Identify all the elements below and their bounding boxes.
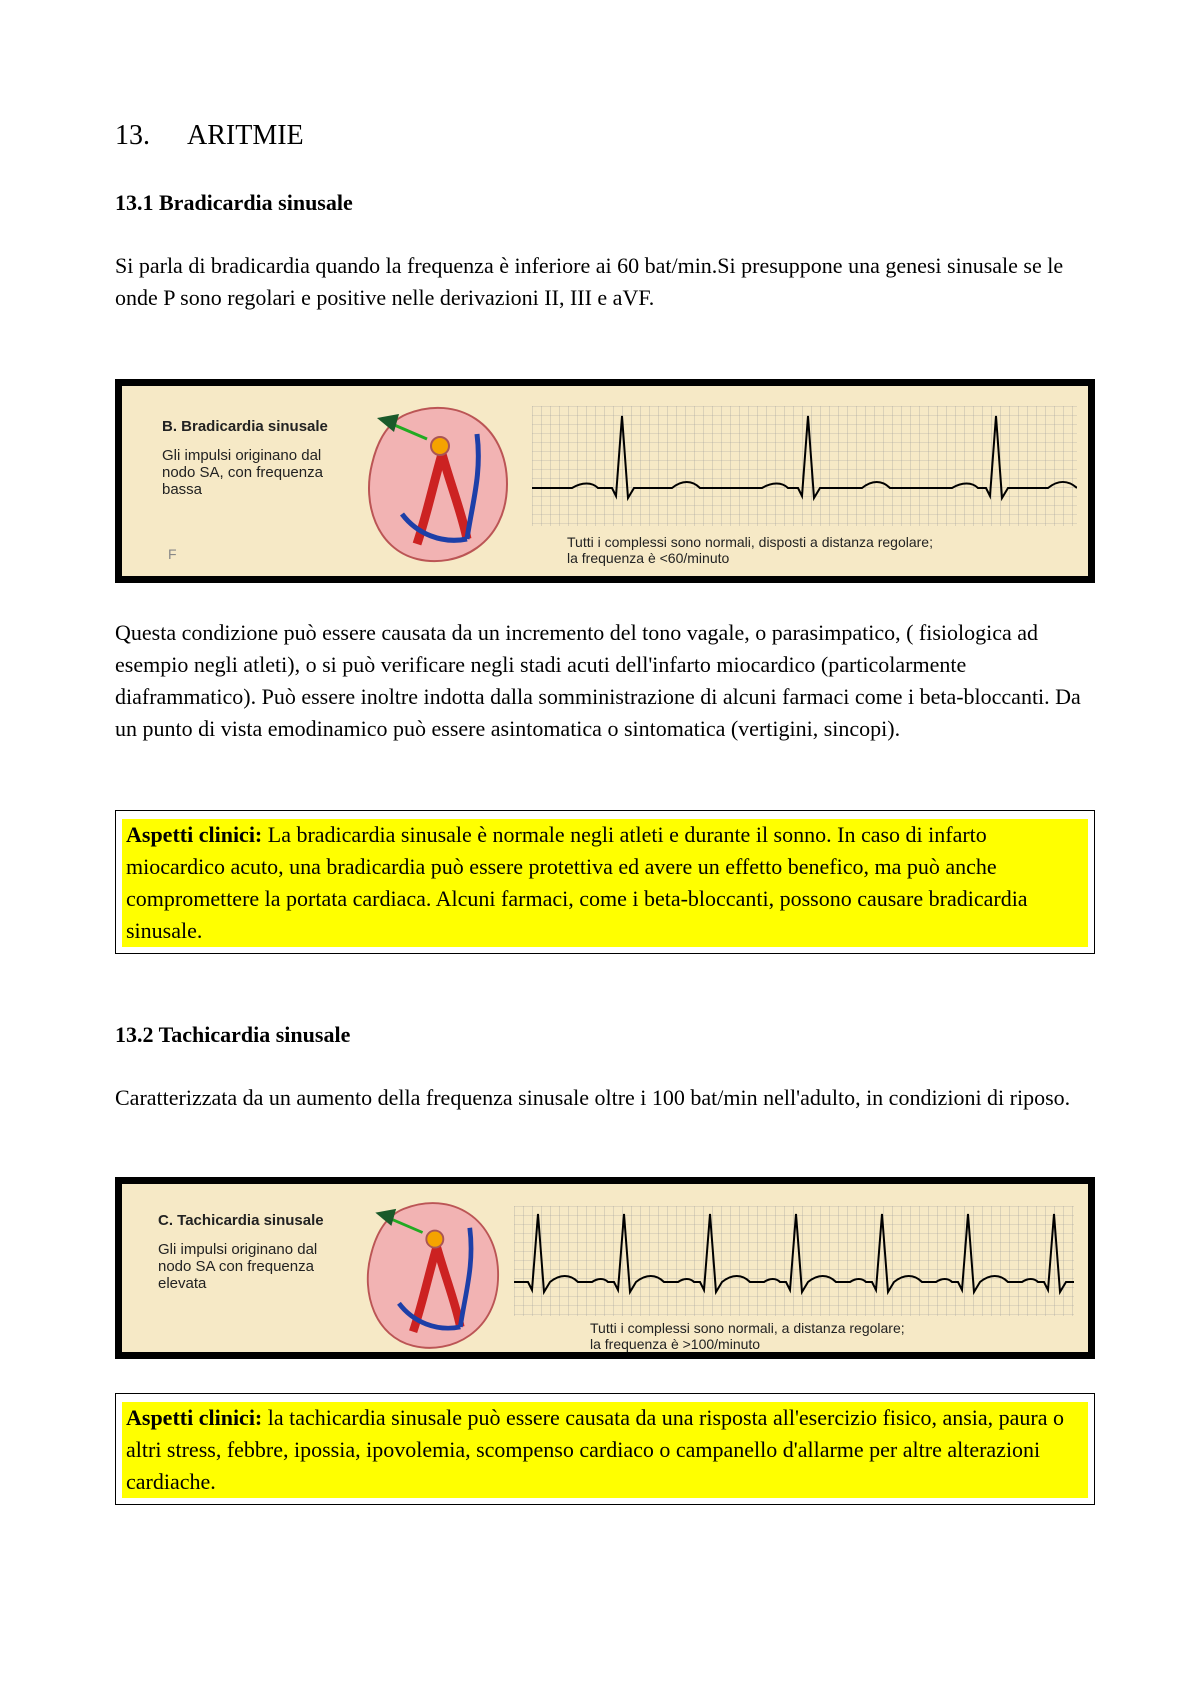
figure-tachicardia-note-line1: Tutti i complessi sono normali, a distanza regolare; — [590, 1320, 905, 1336]
figure-bradicardia-desc: Gli impulsi originano dal nodo SA, con frequenza bassa — [162, 447, 323, 498]
clinical-box-bradicardia — [115, 810, 1095, 954]
tachicardia-intro: Caratterizzata da un aumento della frequenza sinusale oltre i 100 bat/min nell'adulto, in condizioni di riposo. — [115, 1085, 1071, 1110]
figure-tachicardia — [115, 1177, 1095, 1359]
section-heading-tachicardia: 13.2 Tachicardia sinusale — [115, 1022, 351, 1047]
figure-tachicardia-desc: Gli impulsi originano dal nodo SA con frequenza elevata — [158, 1241, 318, 1292]
figure-tachicardia-caption — [158, 1212, 328, 1292]
clinical-box-tachicardia — [115, 1393, 1095, 1505]
figure-bradicardia-note-line1: Tutti i complessi sono normali, disposti a distanza regolare; — [567, 534, 933, 550]
clinical-text-bradicardia — [122, 819, 1088, 947]
bradicardia-intro: Si parla di bradicardia quando la frequenza è inferiore ai 60 bat/min.Si presuppone una genesi sinusale se le onde P sono regolari e positive nelle derivazioni II, III e aVF. — [115, 253, 1064, 310]
figure-bradicardia — [115, 379, 1095, 583]
figure-bradicardia-corner-mark: F — [168, 546, 177, 562]
ecg-bradicardia — [532, 406, 1077, 526]
clinical-text-tachicardia — [122, 1402, 1088, 1498]
chapter-number: 13. — [115, 120, 150, 151]
ecg-tachicardia — [514, 1206, 1074, 1316]
bradicardia-body: Questa condizione può essere causata da un incremento del tono vagale, o parasimpatico, ( fisiologica ad esempio negli atleti), o si può verificare negli stadi acuti dell'infarto miocardico (particolarmente diaframmatico). Può essere inoltre indotta dalla somministrazione di alcuni farmaci come i beta-bloccanti. Da un punto di vista emodinamico può essere asintomatica o sintomatica (vertigini, sincopi). — [115, 620, 1081, 741]
chapter-heading — [115, 120, 304, 152]
figure-bradicardia-title: B. Bradicardia sinusale — [162, 418, 328, 435]
figure-bradicardia-note — [567, 534, 933, 566]
heart-illustration — [347, 394, 527, 574]
figure-bradicardia-caption — [162, 418, 332, 498]
heart-illustration — [347, 1190, 517, 1359]
chapter-title: ARITMIE — [187, 120, 304, 151]
clinical-label-bradicardia: Aspetti clinici: — [126, 822, 263, 847]
figure-tachicardia-title: C. Tachicardia sinusale — [158, 1212, 324, 1229]
clinical-body-bradicardia: La bradicardia sinusale è normale negli atleti e durante il sonno. In caso di infarto miocardico acuto, una bradicardia può essere protettiva ed avere un effetto benefico, ma può anche compromettere la portata cardiaca. Alcuni farmaci, come i beta-bloccanti, possono causare bradicardia sinusale. — [126, 822, 1028, 943]
clinical-label-tachicardia: Aspetti clinici: — [126, 1405, 263, 1430]
section-heading-bradicardia: 13.1 Bradicardia sinusale — [115, 190, 353, 215]
clinical-body-tachicardia: la tachicardia sinusale può essere causata da una risposta all'esercizio fisico, ansia, paura o altri stress, febbre, ipossia, ipovolemia, scompenso cardiaco o campanello d'allarme per altre alterazioni cardiache. — [126, 1405, 1065, 1494]
figure-tachicardia-note-line2: la frequenza è >100/minuto — [590, 1336, 761, 1352]
figure-tachicardia-note — [590, 1320, 905, 1352]
figure-bradicardia-note-line2: la frequenza è <60/minuto — [567, 550, 730, 566]
